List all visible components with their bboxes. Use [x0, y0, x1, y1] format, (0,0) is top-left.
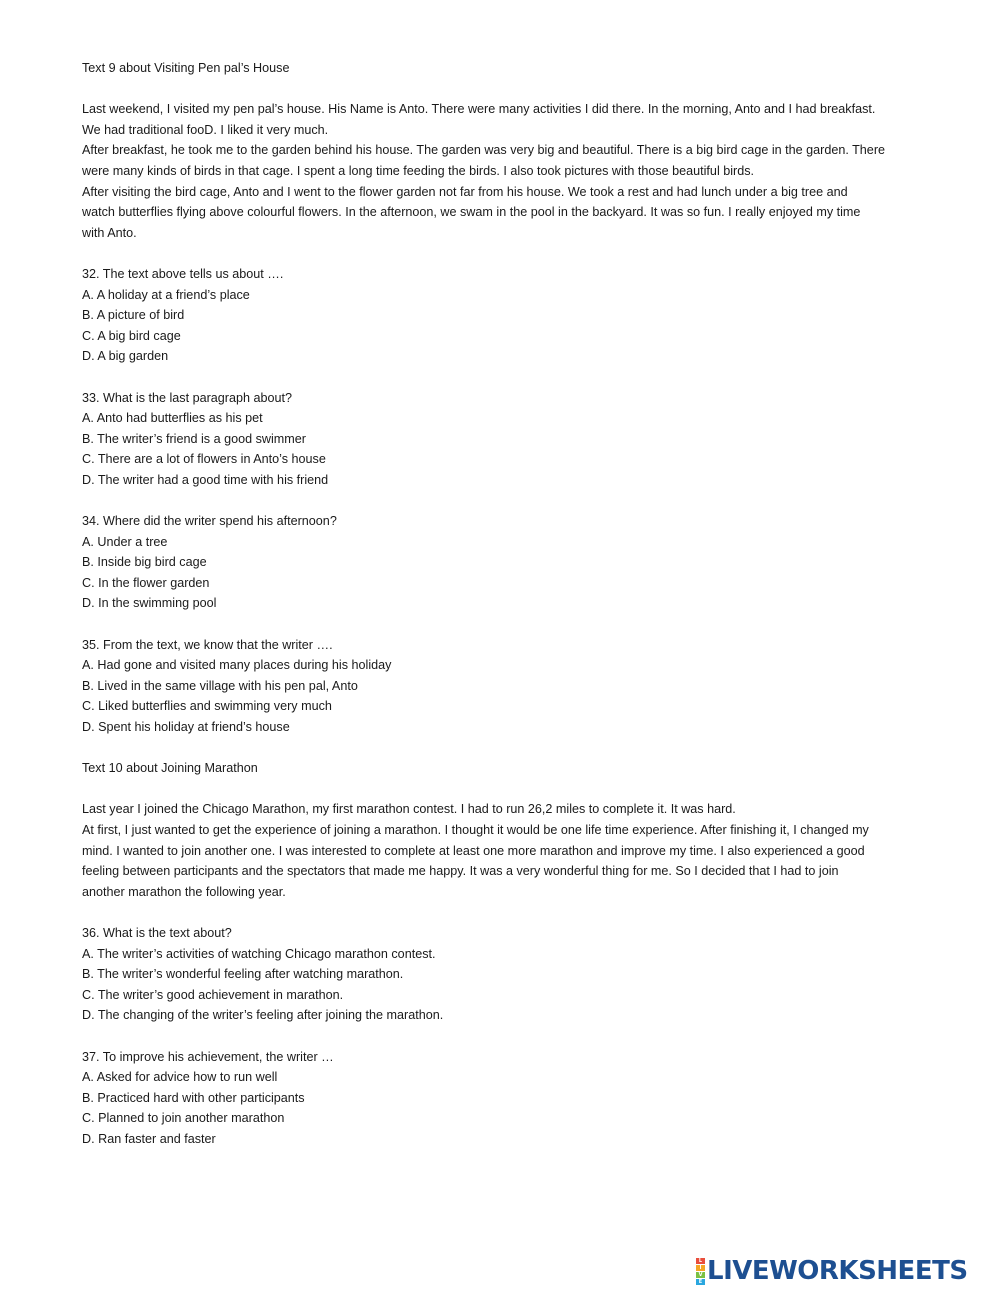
- logo-text: LIVEWORKSHEETS: [707, 1256, 968, 1286]
- answer-option: A. Had gone and visited many places during his holiday: [82, 658, 392, 673]
- question-32: [82, 264, 952, 367]
- answer-option: B. Lived in the same village with his pen pal, Anto: [82, 678, 358, 693]
- text9-passage: [82, 99, 952, 243]
- question-33: [82, 388, 952, 491]
- passage-line: mind. I wanted to join another one. I was interested to complete at least one more marathon and improve my time. I also experienced a good: [82, 843, 865, 858]
- text10-title: Text 10 about Joining Marathon: [82, 761, 258, 776]
- answer-option: A. The writer’s activities of watching Chicago marathon contest.: [82, 946, 436, 961]
- question-text: 36. What is the text about?: [82, 925, 232, 940]
- passage-line: After breakfast, he took me to the garden behind his house. The garden was very big and beautiful. There is a big bird cage in the garden. There: [82, 143, 886, 158]
- answer-option: D. Spent his holiday at friend’s house: [82, 720, 290, 734]
- answer-option: C. A big bird cage: [82, 328, 181, 343]
- answer-option: B. A picture of bird: [82, 308, 185, 323]
- passage-line: with Anto.: [82, 225, 137, 240]
- answer-option: D. In the swimming pool: [82, 596, 217, 611]
- liveworksheets-logo: [696, 1257, 968, 1285]
- answer-option: B. Practiced hard with other participants: [82, 1090, 305, 1105]
- question-text: 34. Where did the writer spend his afternoon?: [82, 514, 337, 529]
- answer-option: C. In the flower garden: [82, 575, 210, 590]
- answer-option: C. The writer’s good achievement in marathon.: [82, 987, 344, 1002]
- answer-option: A. Anto had butterflies as his pet: [82, 411, 263, 426]
- passage-line: Last year I joined the Chicago Marathon, my first marathon contest. I had to run 26,2 miles to complete it. It was hard.: [82, 802, 736, 817]
- answer-option: D. A big garden: [82, 349, 169, 364]
- answer-option: C. Liked butterflies and swimming very much: [82, 699, 332, 714]
- answer-option: A. A holiday at a friend’s place: [82, 287, 250, 302]
- passage-line: another marathon the following year.: [82, 884, 286, 899]
- answer-option: D. The changing of the writer’s feeling after joining the marathon.: [82, 1008, 444, 1023]
- text9-title: Text 9 about Visiting Pen pal’s House: [82, 61, 290, 75]
- passage-line: were many kinds of birds in that cage. I spent a long time feeding the birds. I also took pictures with those beautiful birds.: [82, 163, 755, 178]
- answer-option: C. There are a lot of flowers in Anto’s house: [82, 452, 326, 467]
- question-35: [82, 635, 952, 738]
- answer-option: D. The writer had a good time with his friend: [82, 472, 329, 487]
- question-text: 33. What is the last paragraph about?: [82, 390, 293, 405]
- passage-line: Last weekend, I visited my pen pal’s house. His Name is Anto. There were many activities I did there. In the morning, Anto and I had breakfast.: [82, 102, 876, 117]
- passage-line: watch butterflies flying above colourful flowers. In the afternoon, we swam in the pool in the backyard. It was so fun. I really enjoyed my time: [82, 205, 861, 220]
- answer-option: B. Inside big bird cage: [82, 555, 207, 570]
- logo-cube: V: [696, 1272, 705, 1278]
- logo-cube: E: [696, 1279, 705, 1285]
- question-37: [82, 1047, 952, 1150]
- question-text: 35. From the text, we know that the writer ….: [82, 637, 333, 652]
- answer-option: D. Ran faster and faster: [82, 1131, 216, 1146]
- logo-cube: L: [696, 1258, 705, 1264]
- answer-option: C. Planned to join another marathon: [82, 1111, 285, 1126]
- passage-line: feeling between participants and the spectators that made me happy. It was a very wonderful thing for me. So I decided that I had to join: [82, 864, 839, 879]
- passage-line: After visiting the bird cage, Anto and I went to the flower garden not far from his house. We took a rest and had lunch under a big tree and: [82, 184, 848, 199]
- question-36: [82, 923, 952, 1026]
- answer-option: A. Asked for advice how to run well: [82, 1070, 278, 1085]
- question-text: 32. The text above tells us about ….: [82, 266, 284, 281]
- text10-passage: [82, 799, 952, 902]
- worksheet-content: [82, 58, 952, 1149]
- logo-cube: I: [696, 1265, 705, 1271]
- passage-line: We had traditional fooD. I liked it very much.: [82, 122, 329, 137]
- question-34: [82, 511, 952, 614]
- question-text: 37. To improve his achievement, the writer …: [82, 1049, 334, 1064]
- passage-line: At first, I just wanted to get the experience of joining a marathon. I thought it would be one life time experience. After finishing it, I changed my: [82, 822, 869, 837]
- answer-option: B. The writer’s wonderful feeling after watching marathon.: [82, 967, 404, 982]
- logo-cubes-icon: [696, 1258, 705, 1285]
- answer-option: B. The writer’s friend is a good swimmer: [82, 431, 306, 446]
- answer-option: A. Under a tree: [82, 534, 168, 549]
